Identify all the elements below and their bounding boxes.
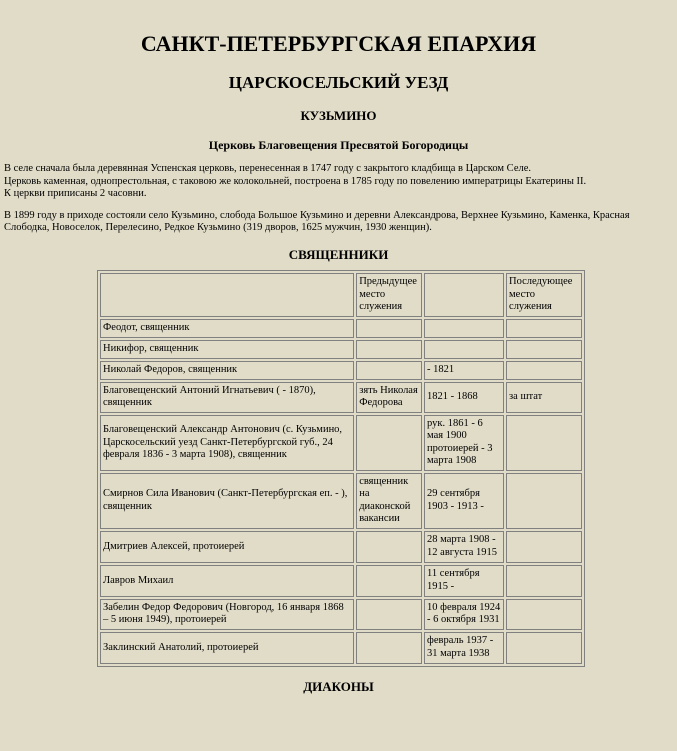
header-cell-previous-place: Предыдущее место служения (356, 273, 422, 317)
header-cell-period (424, 273, 504, 317)
priests-table (97, 270, 585, 667)
page (0, 31, 677, 695)
cell-period: 29 сентября 1903 - 1913 - (424, 473, 504, 529)
description-line-3: К церкви приписаны 2 часовни. (4, 188, 147, 200)
deacons-section-title: ДИАКОНЫ (303, 678, 374, 694)
cell-next-place (506, 531, 582, 563)
cell-period: - 1821 (424, 361, 504, 380)
cell-next-place (506, 632, 582, 664)
church-description (4, 163, 673, 201)
table-header-row (100, 273, 582, 317)
cell-period: 28 марта 1908 - 12 августа 1915 (424, 531, 504, 563)
cell-next-place (506, 340, 582, 359)
cell-name: Заклинский Анатолий, протоиерей (100, 632, 354, 664)
cell-period: рук. 1861 - 6 мая 1900 протоиерей - 3 марта 1908 (424, 415, 504, 471)
description-line-1: В селе сначала была деревянная Успенская церковь, перенесенная в 1747 году с закрытого кладбища в Царском Селе. (4, 163, 531, 174)
table-row (100, 319, 582, 338)
header-cell-next-place: Последующее место служения (506, 273, 582, 317)
village-title: КУЗЬМИНО (300, 108, 377, 123)
cell-previous-place (356, 632, 422, 664)
description-line-2: Церковь каменная, однопрестольная, с таковою же колокольней, построена в 1785 году по повелению императрицы Екатерины II. (4, 175, 587, 187)
table-row (100, 340, 582, 359)
cell-previous-place (356, 319, 422, 338)
cell-name: Лавров Михаил (100, 565, 354, 597)
table-row (100, 415, 582, 471)
church-title: Церковь Благовещения Пресвятой Богородицы (208, 138, 469, 152)
parish-description: В 1899 году в приходе состояли село Кузьмино, слобода Большое Кузьмино и деревни Александрова, Верхнее Кузьмино, Каменка, Красная Слободка, Новоселок, Перелесино, Редкое Кузьмино (319 дворов, 1625 мужчин, 1930 женщин). (4, 209, 630, 234)
header-cell-name (100, 273, 354, 317)
cell-previous-place (356, 599, 422, 630)
cell-previous-place (356, 340, 422, 359)
cell-previous-place (356, 361, 422, 380)
table-row (100, 361, 582, 380)
cell-name: Дмитриев Алексей, протоиерей (100, 531, 354, 563)
cell-next-place (506, 599, 582, 630)
cell-name: Никифор, священник (100, 340, 354, 359)
cell-previous-place: священник на диаконской вакансии (356, 473, 422, 529)
cell-name: Благовещенский Александр Антонович (с. Кузьмино, Царскосельский уезд Санкт-Петербургской губ., 24 февраля 1836 - 3 марта 1908), священник (100, 415, 354, 471)
cell-previous-place (356, 565, 422, 597)
cell-next-place (506, 473, 582, 529)
cell-name: Смирнов Сила Иванович (Санкт-Петербургская еп. - ), священник (100, 473, 354, 529)
cell-next-place (506, 415, 582, 471)
table-row (100, 599, 582, 630)
cell-previous-place: зять Николая Федорова (356, 382, 422, 413)
cell-name: Забелин Федор Федорович (Новгород, 16 января 1868 – 5 июня 1949), протоиерей (100, 599, 354, 630)
cell-period: февраль 1937 - 31 марта 1938 (424, 632, 504, 664)
cell-next-place (506, 565, 582, 597)
cell-period: 10 февраля 1924 - 6 октября 1931 (424, 599, 504, 630)
cell-next-place (506, 319, 582, 338)
priests-section-title: СВЯЩЕННИКИ (288, 246, 389, 262)
cell-name: Благовещенский Антоний Игнатьевич ( - 1870), священник (100, 382, 354, 413)
cell-previous-place (356, 531, 422, 563)
cell-period (424, 340, 504, 359)
table-row (100, 382, 582, 413)
table-row (100, 632, 582, 664)
cell-next-place: за штат (506, 382, 582, 413)
cell-name: Феодот, священник (100, 319, 354, 338)
cell-previous-place (356, 415, 422, 471)
table-row (100, 531, 582, 563)
cell-name: Николай Федоров, священник (100, 361, 354, 380)
cell-period: 11 сентября 1915 - (424, 565, 504, 597)
district-title: ЦАРСКОСЕЛЬСКИЙ УЕЗД (228, 73, 449, 92)
cell-period: 1821 - 1868 (424, 382, 504, 413)
cell-period (424, 319, 504, 338)
diocese-title: САНКТ-ПЕТЕРБУРГСКАЯ ЕПАРХИЯ (140, 31, 537, 56)
table-row (100, 473, 582, 529)
cell-next-place (506, 361, 582, 380)
table-row (100, 565, 582, 597)
